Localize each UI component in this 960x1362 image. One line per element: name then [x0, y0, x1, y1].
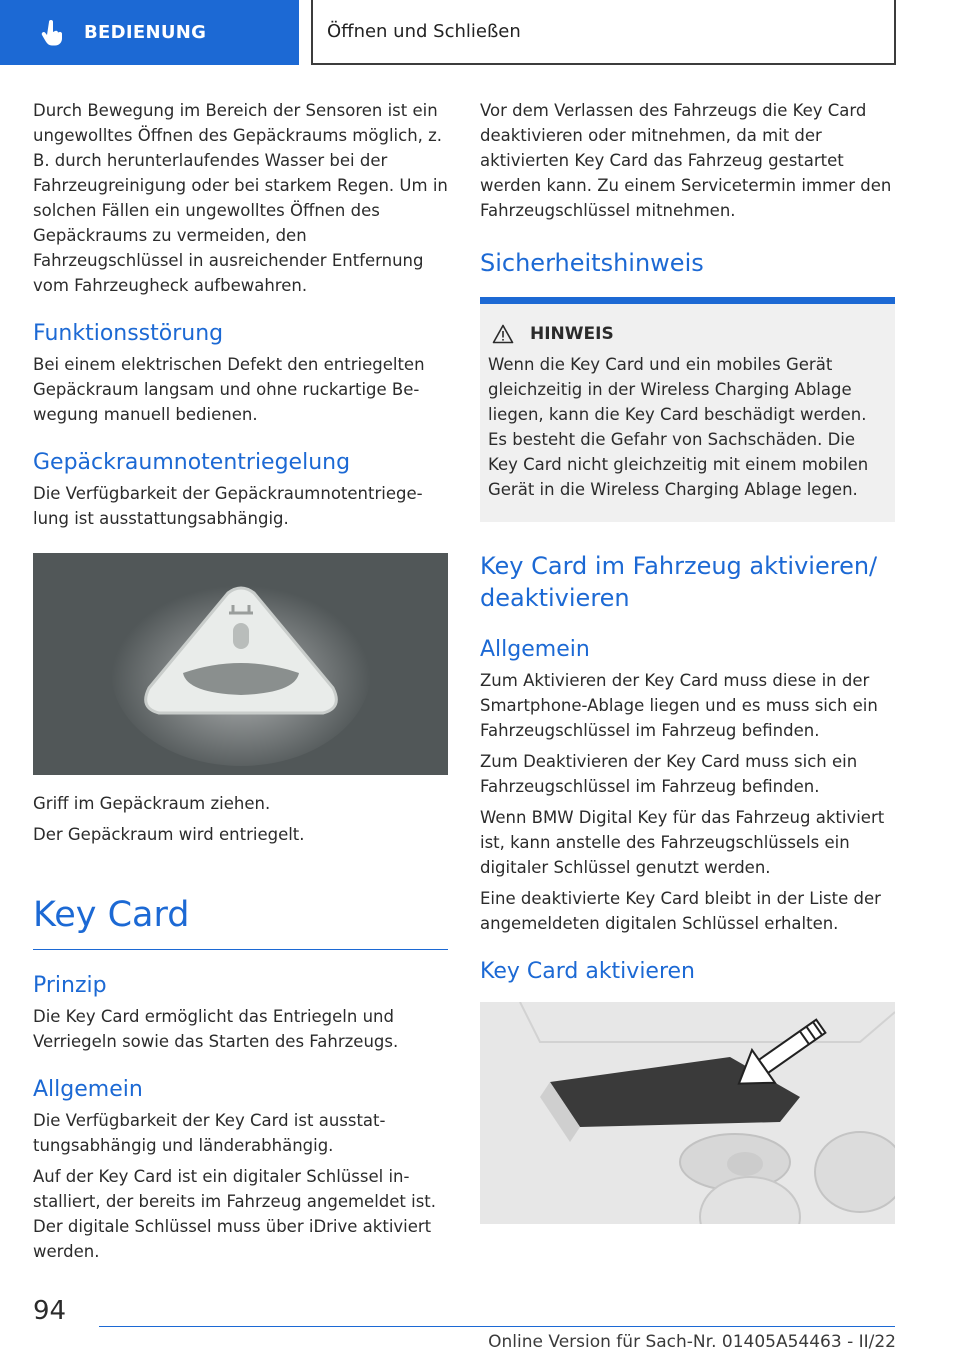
allgemein-right-paragraph-2: Zum Deaktivieren der Key Card muss sich ein Fahrzeugschlüssel im Fahrzeug befinden. [480, 752, 858, 796]
right-intro-paragraph: Vor dem Verlassen des Fahrzeugs die Key Card deaktivieren oder mitnehmen, da mit der aktivierten Key Card das Fahrzeug gestartet werden kann. Zu einem Servicetermin immer den Fahrzeugschlüssel mitnehmen. [480, 101, 892, 220]
smartphone-tray-illustration [480, 1002, 895, 1224]
smartphone-tray-image [480, 1002, 895, 1224]
funktion-paragraph: Bei einem elektrischen Defekt den entriegelten Gepäckraum langsam und ohne ruckartige Bewegung manuell bedienen. [33, 355, 425, 424]
page-number: 94 [33, 1296, 67, 1326]
footer-divider [99, 1326, 895, 1327]
warning-triangle-icon [492, 324, 514, 344]
footer-online-version: Online Version für Sach-Nr. 01405A54463 - II/22 [488, 1332, 896, 1352]
heading-allgemein-left: Allgemein [33, 1077, 143, 1102]
left-column [33, 98, 448, 1264]
allgemein-paragraph-2: Auf der Key Card ist ein digitaler Schlüssel installiert, der bereits im Fahrzeug angemeldet ist. Der digitale Schlüssel muss über iDrive aktiviert werden. [33, 1167, 437, 1261]
section-divider [33, 949, 448, 950]
notice-header [488, 324, 887, 344]
heading-notentriegelung: Gepäckraumnotentriegelung [33, 450, 351, 475]
right-column [480, 98, 895, 1224]
allgemein-right-paragraph-4: Eine deaktivierte Key Card bleibt in der Liste der angemeldeten digitalen Schlüssel erhalten. [480, 889, 881, 933]
allgemein-right-paragraph-1: Zum Aktivieren der Key Card muss diese in der Smartphone-Ablage liegen und es muss sich ein Fahrzeugschlüssel im Fahrzeug befinden. [480, 671, 878, 740]
allgemein-right-paragraph-3: Wenn BMW Digital Key für das Fahrzeug aktiviert ist, kann anstelle des Fahrzeugschlüssels ein digitaler Schlüssel genutzt werden. [480, 808, 885, 877]
heading-allgemein-right: Allgemein [480, 637, 590, 662]
step-trunk-unlocked: Der Gepäckraum wird entriegelt. [33, 825, 305, 844]
heading-funktionsstoerung: Funktionsstörung [33, 321, 224, 346]
section-tab-label: BEDIENUNG [84, 22, 207, 43]
chapter-title: Öffnen und Schließen [327, 21, 521, 42]
emergency-release-handle-image [33, 553, 448, 775]
notice-box [480, 304, 895, 522]
allgemein-paragraph-1: Die Verfügbarkeit der Key Card ist ausstattungsabhängig und länderabhängig. [33, 1111, 386, 1155]
intro-paragraph: Durch Bewegung im Bereich der Sensoren ist ein ungewolltes Öffnen des Gepäckraums möglich, z. B. durch herunterlaufendes Wasser bei der Fahrzeugreinigung oder bei starkem Regen. Um in solchen Fällen ein ungewolltes Öffnen des Gepäckraums zu vermeiden, den Fahrzeugschlüssel in ausreichender Entfernung vom Fahrzeugheck aufbewahren. [33, 101, 448, 295]
step-pull-handle: Griff im Gepäckraum ziehen. [33, 794, 271, 813]
hand-touch-icon [38, 18, 68, 48]
notice-text: Wenn die Key Card und ein mobiles Gerät gleichzeitig in der Wireless Charging Ablage liegen, kann die Key Card beschädigt werden. Es besteht die Gefahr von Sachschäden. Die Key Card nicht gleichzeitig mit einem mobilen Gerät in die Wireless Charging Ablage legen. [488, 355, 869, 499]
heading-prinzip: Prinzip [33, 973, 107, 998]
release-handle-illustration [33, 553, 448, 775]
notice-title: HINWEIS [530, 324, 614, 344]
prinzip-paragraph: Die Key Card ermöglicht das Entriegeln und Verriegeln sowie das Starten des Fahrzeugs. [33, 1007, 399, 1051]
safety-divider [480, 297, 895, 304]
heading-key-card: Key Card [33, 895, 190, 935]
notentriegelung-paragraph: Die Verfügbarkeit der Gepäckraumnotentriegelung ist ausstattungsabhängig. [33, 484, 423, 528]
heading-sicherheitshinweis: Sicherheitshinweis [480, 249, 704, 277]
heading-key-card-aktivieren: Key Card aktivieren [480, 959, 696, 984]
heading-key-card-aktivieren-deaktivieren: Key Card im Fahrzeug aktivieren/ deaktivieren [480, 552, 878, 612]
section-tab [0, 0, 299, 65]
chapter-header [311, 0, 896, 65]
